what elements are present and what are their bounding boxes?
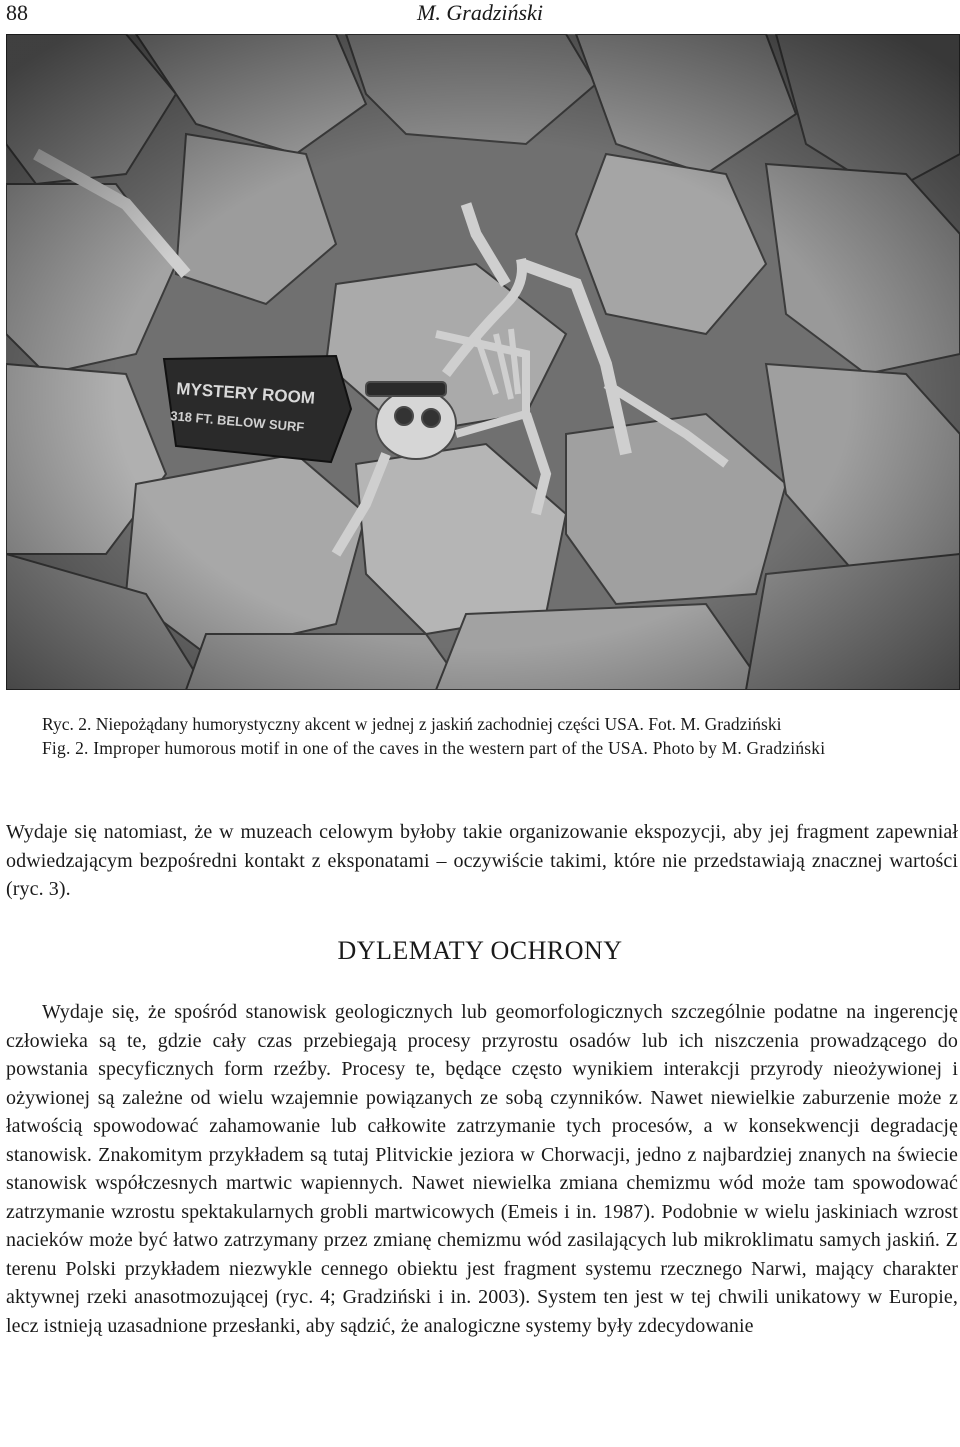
figure-caption-polish: Ryc. 2. Niepożądany humorystyczny akcent w jednej z jaskiń zachodniej części USA. Fot. M. Gradziński	[42, 714, 782, 734]
cave-photo	[6, 34, 960, 690]
running-head-author: M. Gradziński	[417, 0, 543, 25]
page-number: 88	[6, 0, 28, 25]
body-paragraph-2: Wydaje się, że spośród stanowisk geologicznych lub geomorfologicznych szczególnie podatne na ingerencję człowieka są te, gdzie cały czas przebiegają procesy przyrostu osadów lub ich niszczenia prowadzącego do powstania specyficznych form rzeźby. Procesy te, będące często wynikiem interakcji przyrody nieożywionej i ożywionej są zależne od wielu wzajemnie powiązanych ze sobą czynników. Nawet niewielkie zaburzenie może z łatwością spowodować zahamowanie lub całkowite zatrzymanie tych procesów, a w konsekwencji degradację stanowisk. Znakomitym przykładem są tutaj Plitvickie jeziora w Chorwacji, jedno z najbardziej znanych na świecie stanowisk współczesnych martwic wapiennych. Nawet niewielka zmiana chemizmu wód może tam spowodować zatrzymanie wzrostu spektakularnych grobli martwicowych (Emeis i in. 1987). Podobnie w wielu jaskiniach wzrost nacieków może być łatwo zatrzymany przez zmianę chemizmu wód zasilających lub mikroklimatu samych jaskiń. Z terenu Polski przykładem niezwykle cennego obiektu jest fragment systemu rzecznego Narwi, mający charakter aktywnej rzeki anasotmozującej (ryc. 4; Gradziński i in. 2003). System ten jest w tej chwili unikatowy w Europie, lecz istnieją uzasadnione przesłanki, aby sądzić, że analogiczne systemy były zdecydowanie	[6, 1001, 958, 1337]
body-paragraph-1: Wydaje się natomiast, że w muzeach celowym byłoby takie organizowanie ekspozycji, aby jej fragment zapewniał odwiedzającym bezpośredni kontakt z eksponatami – oczywiście takimi, które nie przedstawiają znacznej wartości (ryc. 3).	[6, 821, 958, 900]
section-heading: DYLEMATY OCHRONY	[337, 936, 623, 965]
figure-caption-english: Fig. 2. Improper humorous motif in one of the caves in the western part of the USA. Photo by M. Gradziński	[42, 738, 826, 758]
page-header	[6, 0, 954, 30]
